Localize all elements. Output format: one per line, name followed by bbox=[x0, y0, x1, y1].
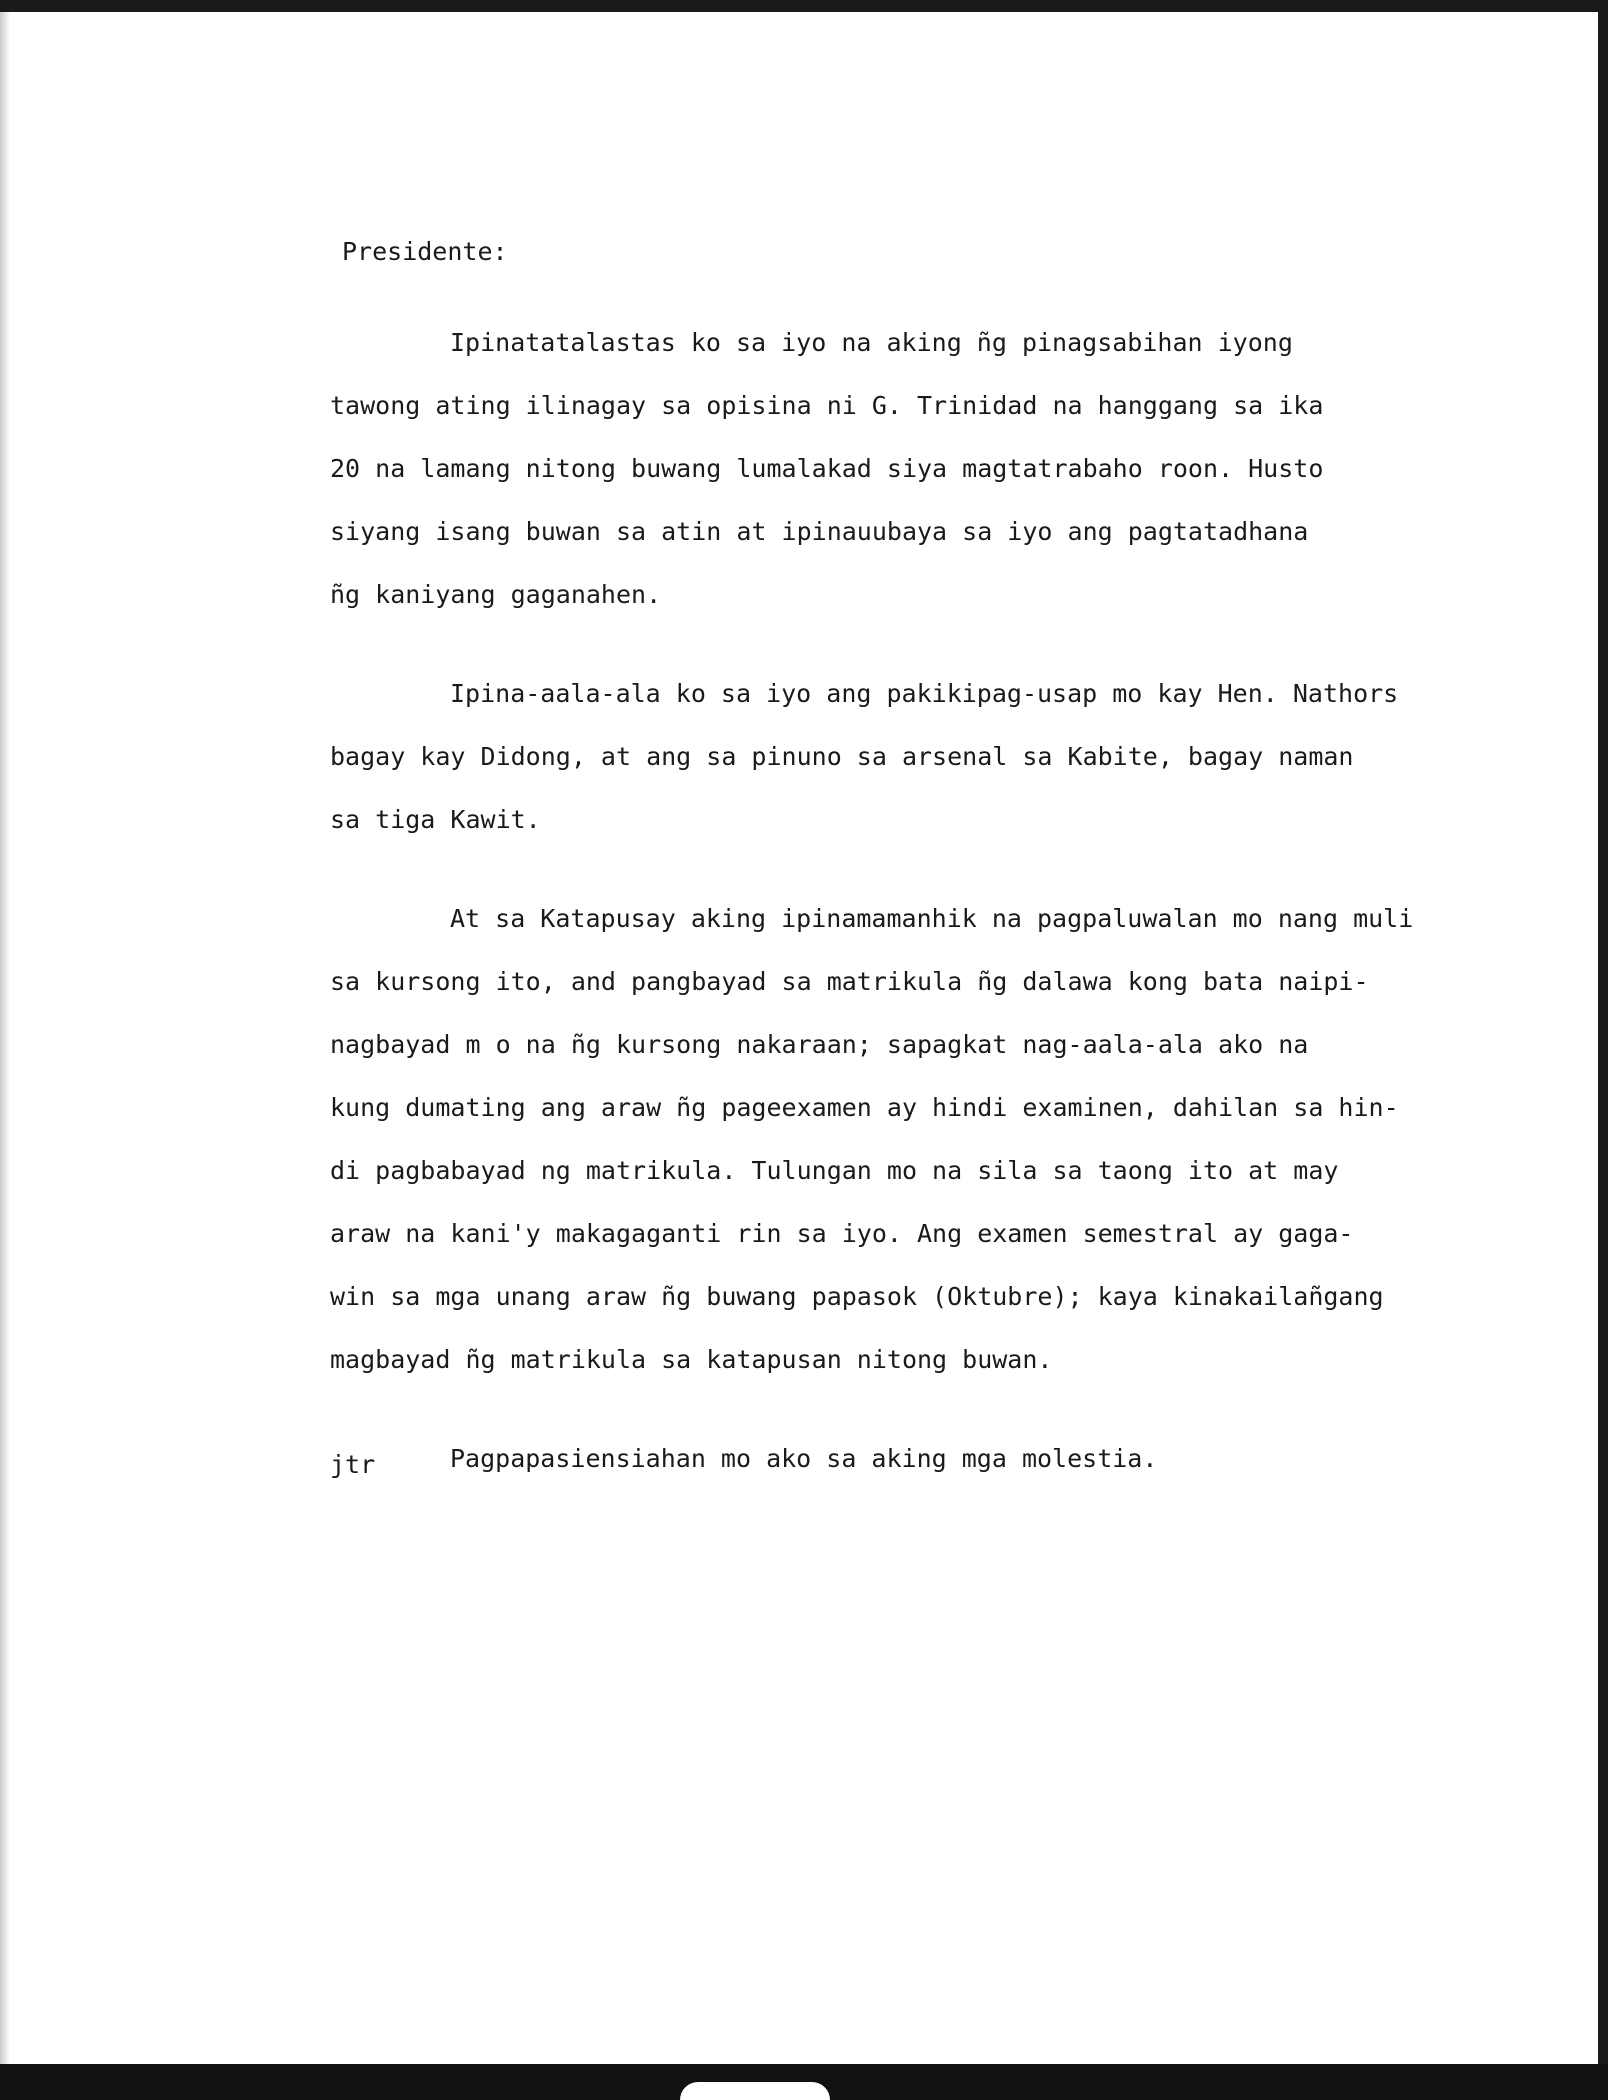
paragraph-line: nagbayad m o na ñg kursong nakaraan; sapagkat nag-aala-ala ako na bbox=[330, 1030, 1309, 1059]
paragraph-line: ñg kaniyang gaganahen. bbox=[330, 580, 662, 609]
salutation: Presidente: bbox=[342, 237, 508, 266]
paragraph-line: sa tiga Kawit. bbox=[330, 805, 541, 834]
paragraph-line: sa kursong ito, and pangbayad sa matrikula ñg dalawa kong bata naipi- bbox=[330, 967, 1369, 996]
paragraph-line: di pagbabayad ng matrikula. Tulungan mo na sila sa taong ito at may bbox=[330, 1156, 1339, 1185]
scan-bottom-mark bbox=[680, 2082, 830, 2100]
paragraph-1 bbox=[330, 311, 1510, 626]
paragraph-line: tawong ating ilinagay sa opisina ni G. Trinidad na hanggang sa ika bbox=[330, 391, 1324, 420]
scan-right-border bbox=[1598, 0, 1608, 2100]
paragraph-line: Ipinatatalastas ko sa iyo na aking ñg pinagsabihan iyong bbox=[450, 328, 1293, 357]
letter-body bbox=[330, 220, 1510, 1526]
paragraph-line: At sa Katapusay aking ipinamamanhik na pagpaluwalan mo nang muli bbox=[450, 904, 1414, 933]
paragraph-2 bbox=[330, 662, 1510, 851]
paragraph-line: 20 na lamang nitong buwang lumalakad siya magtatrabaho roon. Husto bbox=[330, 454, 1324, 483]
paragraph-line: magbayad ñg matrikula sa katapusan nitong buwan. bbox=[330, 1345, 1053, 1374]
paragraph-line: kung dumating ang araw ñg pageexamen ay hindi examinen, dahilan sa hin- bbox=[330, 1093, 1399, 1122]
paragraph-line: araw na kani'y makagaganti rin sa iyo. Ang examen semestral ay gaga- bbox=[330, 1219, 1354, 1248]
scan-left-edge bbox=[0, 0, 10, 2100]
scan-top-border bbox=[0, 0, 1608, 12]
closing-line: Pagpapasiensiahan mo ako sa aking mga molestia. bbox=[450, 1444, 1158, 1473]
paragraph-line: bagay kay Didong, at ang sa pinuno sa arsenal sa Kabite, bagay naman bbox=[330, 742, 1354, 771]
typist-initials: jtr bbox=[330, 1450, 376, 1479]
paragraph-3 bbox=[330, 887, 1510, 1391]
scan-bottom-border bbox=[0, 2064, 1608, 2100]
paragraph-line: siyang isang buwan sa atin at ipinauubaya sa iyo ang pagtatadhana bbox=[330, 517, 1309, 546]
paragraph-line: Ipina-aala-ala ko sa iyo ang pakikipag-usap mo kay Hen. Nathors bbox=[450, 679, 1399, 708]
paragraph-line: win sa mga unang araw ñg buwang papasok (Oktubre); kaya kinakailañgang bbox=[330, 1282, 1384, 1311]
